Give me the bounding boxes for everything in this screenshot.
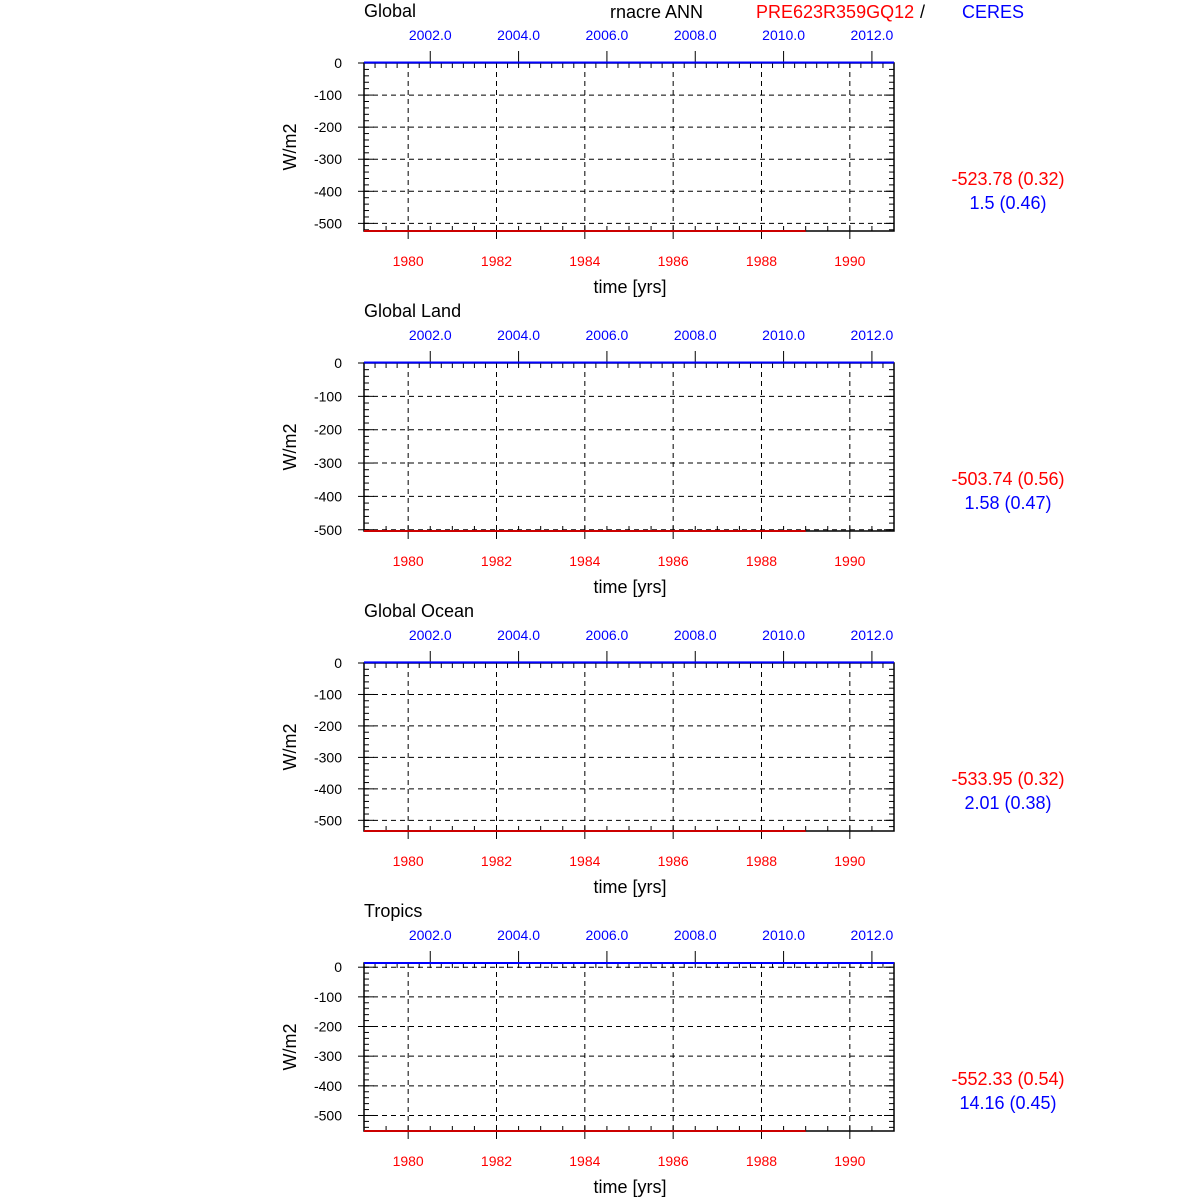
bottom-tick-label: 1990 [834, 1153, 866, 1169]
obs-stats-label: 1.58 (0.47) [964, 493, 1052, 513]
top-tick-label: 2010.0 [762, 327, 805, 343]
separator-label: / [920, 2, 926, 22]
panel-title: Global [364, 1, 417, 21]
y-axis-label: W/m2 [280, 423, 300, 471]
y-tick-label: -200 [313, 717, 342, 734]
bottom-tick-label: 1982 [480, 553, 513, 569]
y-tick-label: -400 [313, 488, 342, 505]
top-tick-label: 2006.0 [585, 327, 629, 343]
obs-stats-label: 2.01 (0.38) [964, 793, 1052, 813]
y-tick-label: -100 [313, 388, 342, 405]
top-tick-label: 2004.0 [497, 927, 540, 943]
bottom-tick-label: 1980 [392, 253, 424, 269]
bottom-tick-label: 1990 [834, 853, 866, 869]
top-tick-label: 2008.0 [673, 27, 717, 43]
y-tick-label: -200 [313, 1018, 342, 1035]
y-tick-label: -200 [313, 119, 342, 136]
bottom-tick-label: 1984 [569, 553, 601, 569]
y-tick-label: -400 [313, 183, 342, 200]
bottom-tick-label: 1982 [480, 253, 513, 269]
top-tick-label: 2012.0 [850, 927, 894, 943]
bottom-tick-label: 1982 [480, 1153, 513, 1169]
y-tick-label: -100 [313, 988, 342, 1005]
x-axis-label: time [yrs] [593, 577, 667, 597]
y-tick-label: 0 [334, 959, 342, 976]
bottom-tick-label: 1984 [569, 853, 601, 869]
plot-frame [364, 363, 894, 531]
bottom-tick-label: 1984 [569, 1153, 601, 1169]
y-axis-label: W/m2 [280, 1023, 300, 1071]
model-name-label: PRE623R359GQ12 [756, 2, 915, 22]
y-tick-label: -100 [313, 686, 342, 703]
y-tick-label: -300 [313, 1048, 342, 1065]
y-axis-label: W/m2 [280, 123, 300, 171]
variable-label: rnacre ANN [610, 2, 704, 22]
y-tick-label: -200 [313, 421, 342, 438]
plot-frame [364, 963, 894, 1131]
panel-title: Global Land [364, 301, 462, 321]
bottom-tick-label: 1988 [745, 553, 778, 569]
bottom-tick-label: 1988 [745, 253, 778, 269]
plot-frame [364, 663, 894, 831]
bottom-tick-label: 1982 [480, 853, 513, 869]
obs-name-label: CERES [962, 2, 1025, 22]
top-tick-label: 2008.0 [673, 627, 717, 643]
top-tick-label: 2004.0 [497, 627, 540, 643]
top-tick-label: 2004.0 [497, 27, 540, 43]
y-axis-label: W/m2 [280, 723, 300, 771]
bottom-tick-label: 1984 [569, 253, 601, 269]
top-tick-label: 2004.0 [497, 327, 540, 343]
x-axis-label: time [yrs] [593, 277, 667, 297]
y-tick-label: -400 [313, 780, 342, 797]
y-tick-label: -500 [313, 521, 342, 538]
top-tick-label: 2006.0 [585, 27, 629, 43]
y-tick-label: -300 [313, 455, 342, 472]
top-tick-label: 2002.0 [408, 927, 452, 943]
top-tick-label: 2002.0 [408, 27, 452, 43]
y-tick-label: 0 [334, 55, 342, 71]
panel-title: Global Ocean [364, 601, 475, 621]
top-tick-label: 2002.0 [408, 327, 452, 343]
top-tick-label: 2006.0 [585, 927, 629, 943]
x-axis-label: time [yrs] [593, 1177, 667, 1197]
bottom-tick-label: 1986 [657, 1153, 689, 1169]
top-tick-label: 2010.0 [762, 27, 805, 43]
bottom-tick-label: 1990 [834, 253, 866, 269]
y-tick-label: -300 [313, 749, 342, 766]
obs-stats-label: 1.5 (0.46) [969, 193, 1047, 213]
bottom-tick-label: 1986 [657, 853, 689, 869]
y-tick-label: 0 [334, 655, 342, 671]
bottom-tick-label: 1986 [657, 553, 689, 569]
top-tick-label: 2010.0 [762, 927, 805, 943]
top-tick-label: 2010.0 [762, 627, 805, 643]
model-stats-label: -552.33 (0.54) [951, 1069, 1065, 1089]
y-tick-label: 0 [334, 355, 342, 371]
model-stats-label: -503.74 (0.56) [951, 469, 1065, 489]
y-tick-label: -500 [313, 215, 342, 232]
y-tick-label: -300 [313, 151, 342, 168]
top-tick-label: 2008.0 [673, 927, 717, 943]
top-tick-label: 2012.0 [850, 627, 894, 643]
y-tick-label: -500 [313, 1107, 342, 1124]
model-stats-label: -523.78 (0.32) [951, 169, 1065, 189]
panel-title: Tropics [364, 901, 423, 921]
bottom-tick-label: 1980 [392, 853, 424, 869]
obs-stats-label: 14.16 (0.45) [959, 1093, 1057, 1113]
top-tick-label: 2012.0 [850, 27, 894, 43]
bottom-tick-label: 1986 [657, 253, 689, 269]
top-tick-label: 2008.0 [673, 327, 717, 343]
y-tick-label: -400 [313, 1077, 342, 1094]
bottom-tick-label: 1990 [834, 553, 866, 569]
plot-frame [364, 63, 894, 231]
bottom-tick-label: 1988 [745, 853, 778, 869]
bottom-tick-label: 1980 [392, 1153, 424, 1169]
y-tick-label: -100 [313, 87, 342, 104]
bottom-tick-label: 1980 [392, 553, 424, 569]
x-axis-label: time [yrs] [593, 877, 667, 897]
model-stats-label: -533.95 (0.32) [951, 769, 1065, 789]
y-tick-label: -500 [313, 812, 342, 829]
top-tick-label: 2012.0 [850, 327, 894, 343]
bottom-tick-label: 1988 [745, 1153, 778, 1169]
top-tick-label: 2002.0 [408, 627, 452, 643]
top-tick-label: 2006.0 [585, 627, 629, 643]
